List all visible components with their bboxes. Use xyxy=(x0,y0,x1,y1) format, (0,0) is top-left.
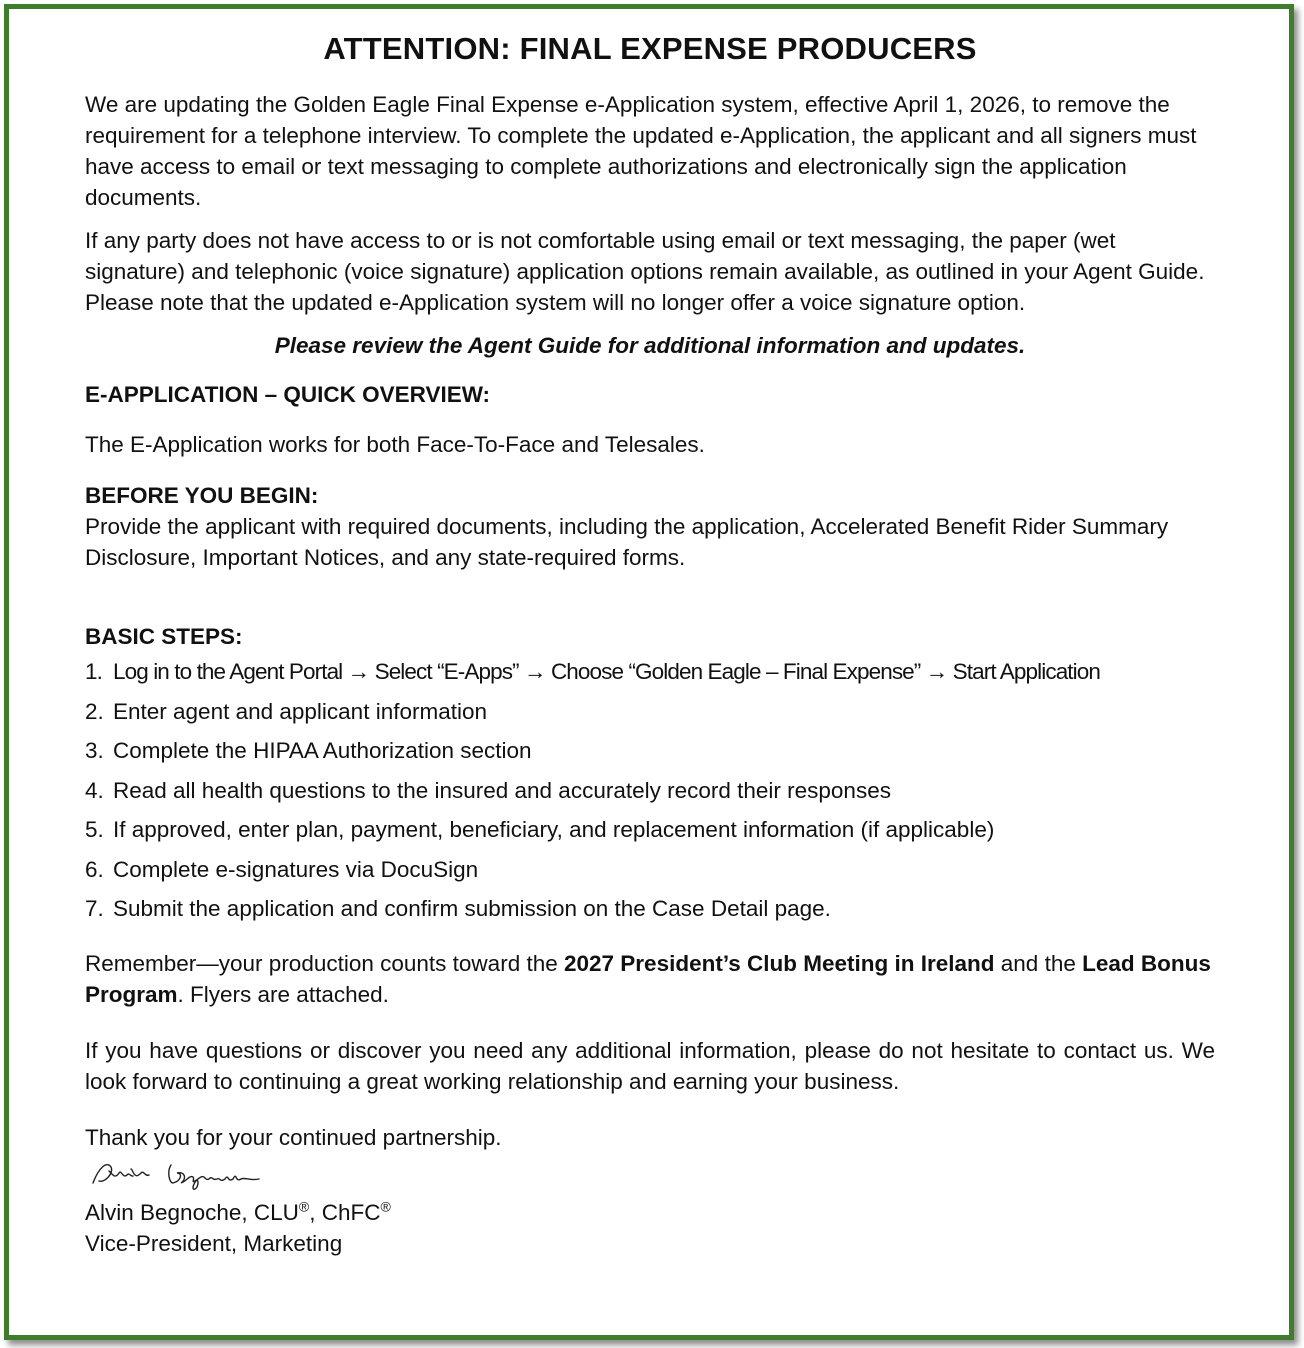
step-item: 4. Read all health questions to the insured and accurately record their responses xyxy=(85,777,891,803)
overview-heading: E-APPLICATION – QUICK OVERVIEW: xyxy=(85,382,491,407)
presidents-club-text: 2027 President’s Club Meeting in Ireland xyxy=(563,951,995,976)
overview-text: The E-Application works for both Face-To-Face and Telesales. xyxy=(85,432,705,457)
step-item: 6. Complete e-signatures via DocuSign xyxy=(85,856,479,882)
signer-role: Vice-President, Marketing xyxy=(85,1231,343,1256)
closing-line: Thank you for your continued partnership. xyxy=(85,1125,502,1150)
intro-paragraph-1: We are updating the Golden Eagle Final Expense e-Application system, effective April 1, 2026, to remove the requirement for a telephone interview. To complete the updated e-Application, the applicant and all signers must have access to email or text messaging to complete authorizations and electronically sign the application documents. xyxy=(85,92,1197,210)
basic-steps-list xyxy=(85,656,1215,924)
step-item: 3. Complete the HIPAA Authorization section xyxy=(85,738,532,763)
basic-steps-heading: BASIC STEPS: xyxy=(85,624,243,649)
step-item: 2. Enter agent and applicant information xyxy=(85,698,487,724)
letter-content xyxy=(85,31,1215,1259)
intro-paragraph-2: If any party does not have access to or is not comfortable using email or text messaging, the paper (wet signature) and telephonic (voice signature) application options remain available, as outlined in your Agent Guide. Please note that the updated e-Application system will no longer offer a voice signature option. xyxy=(85,228,1205,315)
review-note: Please review the Agent Guide for additional information and updates. xyxy=(274,333,1026,358)
document-frame xyxy=(4,4,1294,1340)
step-item: 7. Submit the application and confirm submission on the Case Detail page. xyxy=(85,896,831,921)
step-item: 1. Log in to the Agent Portal → Select “E-Apps” → Choose “Golden Eagle – Final Expense” → Start Application xyxy=(85,659,1100,684)
remember-paragraph: Remember—your production counts toward the 2027 President’s Club Meeting in Ireland and the Lead Bonus Program. Flyers are attached. xyxy=(85,951,1211,1007)
page-title: ATTENTION: FINAL EXPENSE PRODUCERS xyxy=(323,31,977,66)
signer-name: Alvin Begnoche, CLU®, ChFC® xyxy=(85,1198,391,1225)
step-item: 5. If approved, enter plan, payment, beneficiary, and replacement information (if applicable) xyxy=(85,817,995,842)
questions-paragraph: If you have questions or discover you need any additional information, please do not hesitate to contact us. We look forward to continuing a great working relationship and earning your business. xyxy=(85,1038,1215,1094)
before-begin-heading: BEFORE YOU BEGIN: xyxy=(85,483,319,508)
lead-bonus-text: Lead Bonus Program xyxy=(85,951,1211,1007)
signature-image xyxy=(85,1153,1215,1197)
before-begin-text: Provide the applicant with required documents, including the application, Accelerated Benefit Rider Summary Disclosure, Important Notices, and any state-required forms. xyxy=(85,514,1169,570)
